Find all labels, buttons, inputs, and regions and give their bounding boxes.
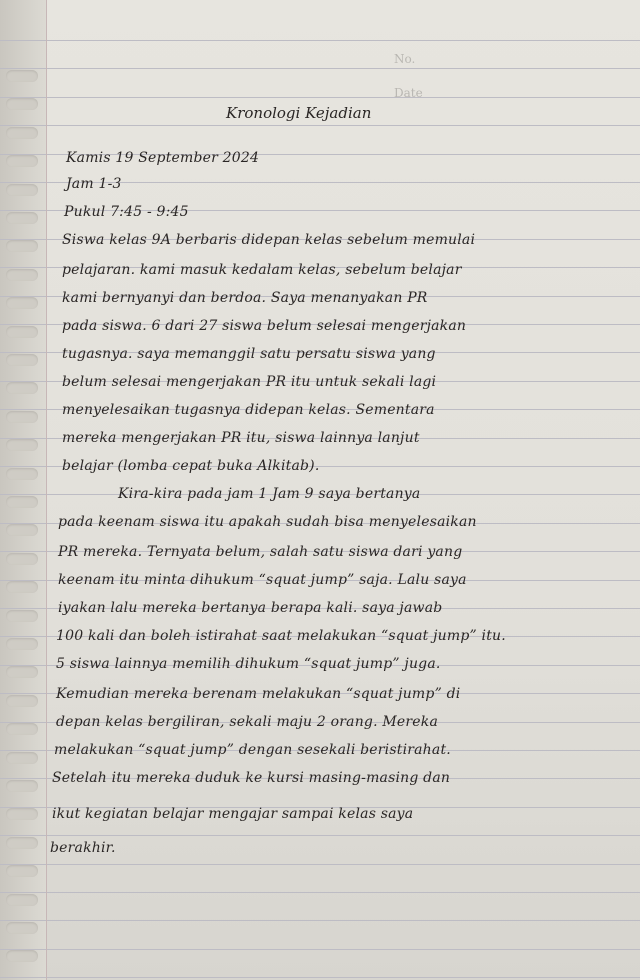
ruled-line — [0, 977, 640, 978]
text-line: ikut kegiatan belajar mengajar sampai kelas saya — [52, 806, 414, 822]
text-line: Kira-kira pada jam 1 Jam 9 saya bertanya — [118, 486, 421, 502]
text-line: berakhir. — [50, 840, 116, 856]
text-line: Setelah itu mereka duduk ke kursi masing-masing dan — [52, 770, 451, 786]
binding-hole — [6, 638, 38, 650]
binding-hole — [6, 269, 38, 281]
header-date-label: Date — [394, 86, 423, 100]
binding-hole — [6, 723, 38, 735]
ruled-line — [0, 835, 640, 836]
binding-hole — [6, 610, 38, 622]
page-title: Kronologi Kejadian — [226, 104, 372, 122]
margin-line — [46, 0, 47, 980]
ruled-line — [0, 864, 640, 865]
binding-hole — [6, 894, 38, 906]
binding-hole — [6, 865, 38, 877]
binding-hole — [6, 922, 38, 934]
ruled-line — [0, 125, 640, 126]
binding-hole — [6, 695, 38, 707]
binding-hole — [6, 354, 38, 366]
binding-hole — [6, 468, 38, 480]
ruled-line — [0, 68, 640, 69]
binding-hole — [6, 240, 38, 252]
text-line: tugasnya. saya memanggil satu persatu siswa yang — [62, 346, 436, 362]
text-line: Kamis 19 September 2024 — [66, 150, 260, 166]
text-line: 100 kali dan boleh istirahat saat melakukan “squat jump” itu. — [56, 628, 506, 644]
binding-hole — [6, 780, 38, 792]
binding-hole — [6, 411, 38, 423]
binding-hole — [6, 496, 38, 508]
text-line: 5 siswa lainnya memilih dihukum “squat jump” juga. — [56, 656, 441, 672]
text-line: kami bernyanyi dan berdoa. Saya menanyakan PR — [62, 290, 428, 306]
text-line: iyakan lalu mereka bertanya berapa kali. saya jawab — [58, 600, 443, 616]
ruled-line — [0, 40, 640, 41]
binding-hole — [6, 808, 38, 820]
binding-hole — [6, 950, 38, 962]
header-no-label: No. — [394, 52, 416, 66]
text-line: melakukan “squat jump” dengan sesekali beristirahat. — [54, 742, 451, 758]
text-line: PR mereka. Ternyata belum, salah satu siswa dari yang — [58, 544, 463, 560]
ruled-line — [0, 949, 640, 950]
ruled-line — [0, 892, 640, 893]
binding-hole — [6, 127, 38, 139]
binding-hole — [6, 439, 38, 451]
binding-hole — [6, 184, 38, 196]
text-line: pelajaran. kami masuk kedalam kelas, sebelum belajar — [62, 262, 462, 278]
binding-hole — [6, 581, 38, 593]
text-line: Siswa kelas 9A berbaris didepan kelas sebelum memulai — [62, 232, 476, 248]
text-line: mereka mengerjakan PR itu, siswa lainnya lanjut — [62, 430, 420, 446]
ruled-line — [0, 97, 640, 98]
text-line: pada keenam siswa itu apakah sudah bisa menyelesaikan — [58, 514, 477, 530]
binding-hole — [6, 837, 38, 849]
binding-hole — [6, 553, 38, 565]
binding-hole — [6, 70, 38, 82]
text-line: Pukul 7:45 - 9:45 — [64, 204, 189, 220]
binding-hole — [6, 382, 38, 394]
text-line: keenam itu minta dihukum “squat jump” saja. Lalu saya — [58, 572, 467, 588]
text-line: belajar (lomba cepat buka Alkitab). — [62, 458, 320, 474]
text-line: Kemudian mereka berenam melakukan “squat jump” di — [56, 686, 461, 702]
binding-hole — [6, 155, 38, 167]
text-line: depan kelas bergiliran, sekali maju 2 orang. Mereka — [56, 714, 439, 730]
binding-hole — [6, 666, 38, 678]
text-line: pada siswa. 6 dari 27 siswa belum selesai mengerjakan — [62, 318, 467, 334]
ruled-line — [0, 920, 640, 921]
binding-hole — [6, 326, 38, 338]
binding-hole — [6, 297, 38, 309]
binding-hole — [6, 212, 38, 224]
binding-hole — [6, 752, 38, 764]
text-line: menyelesaikan tugasnya didepan kelas. Sementara — [62, 402, 435, 418]
binding-hole — [6, 524, 38, 536]
page-binding-edge — [0, 0, 46, 980]
text-line: Jam 1-3 — [66, 176, 122, 192]
binding-hole — [6, 98, 38, 110]
text-line: belum selesai mengerjakan PR itu untuk sekali lagi — [62, 374, 437, 390]
